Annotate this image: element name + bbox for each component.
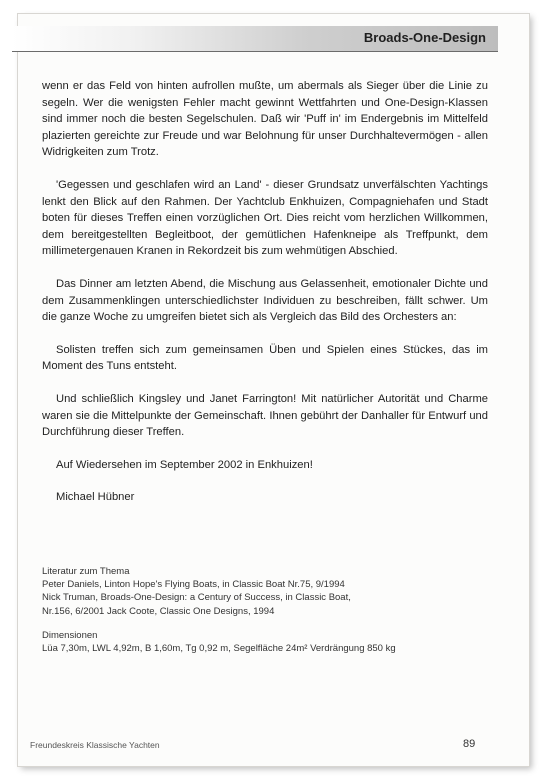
footer-publication: Freundeskreis Klassische Yachten [30,740,160,750]
paragraph-2: 'Gegessen und geschlafen wird an Land' - dieser Grundsatz unverfälschten Yachtings lenkt den Blick auf den Rahmen. Der Yachtclub Enkhuizen, Compagniehafen und Stadt boten für dieses Treffen einen vorzüglichen Ort. Dies reicht vom herzlichen Willkommen, dem bereitgestellten Begleitboot, der gemütlichen Hafenkneipe als Treffpunkt, dem millimetergenauen Kranen in Rekordzeit bis zum wehmütigen Abschied. [42,178,488,258]
paragraph-1: wenn er das Feld von hinten aufrollen mußte, um abermals als Sieger über die Linie zu segeln. Wer die wenigsten Fehler macht gewinnt Wettfahrten und One-Design-Klassen sind immer noch die besten Segelschulen. Daß wir 'Puff in' im Endergebnis im Mittelfeld plazierten gereichte zur Freude und war Belohnung für unser Durchhaltevermögen - allen Widrigkeiten zum Trotz. [42,80,488,159]
literature-heading: Literatur zum Thema [42,566,130,577]
literature-line: Nr.156, 6/2001 Jack Coote, Classic One Designs, 1994 [42,605,275,617]
references-section [42,565,492,655]
dimensions-heading: Dimensionen [42,629,98,641]
paragraph-6: Auf Wiedersehen im September 2002 in Enkhuizen! [56,458,313,471]
article-body [42,78,488,506]
literature-line: Peter Daniels, Linton Hope's Flying Boats, in Classic Boat Nr.75, 9/1994 [42,579,345,591]
page-number: 89 [463,738,476,750]
author-signature: Michael Hübner [56,491,135,504]
literature-line: Nick Truman, Broads-One-Design: a Century of Success, in Classic Boat, [42,592,351,604]
paragraph-3: Das Dinner am letzten Abend, die Mischung aus Gelassenheit, emotionaler Dichte und dem Zusammenklingen unterschiedlichster Individuen zu beschreiben, fällt schwer. Um die ganze Woche zu umgreifen bietet sich als Vergleich das Bild des Orchesters an: [42,277,488,324]
dimensions-text: Lüa 7,30m, LWL 4,92m, B 1,60m, Tg 0,92 m, Segelfläche 24m² Verdrängung 850 kg [42,643,396,655]
paragraph-5: Und schließlich Kingsley und Janet Farrington! Mit natürlicher Autorität und Charme waren sie die Mittelpunkte der Gemeinschaft. Ihnen gebührt der Danhaller für Entwurf und Durchführung dieser Treffen. [42,392,488,439]
section-header-bar [12,26,498,52]
paragraph-4: Solisten treffen sich zum gemeinsamen Üben und Spielen eines Stückes, das im Moment des Tuns entsteht. [42,343,488,373]
section-title: Broads-One-Design [363,30,486,45]
